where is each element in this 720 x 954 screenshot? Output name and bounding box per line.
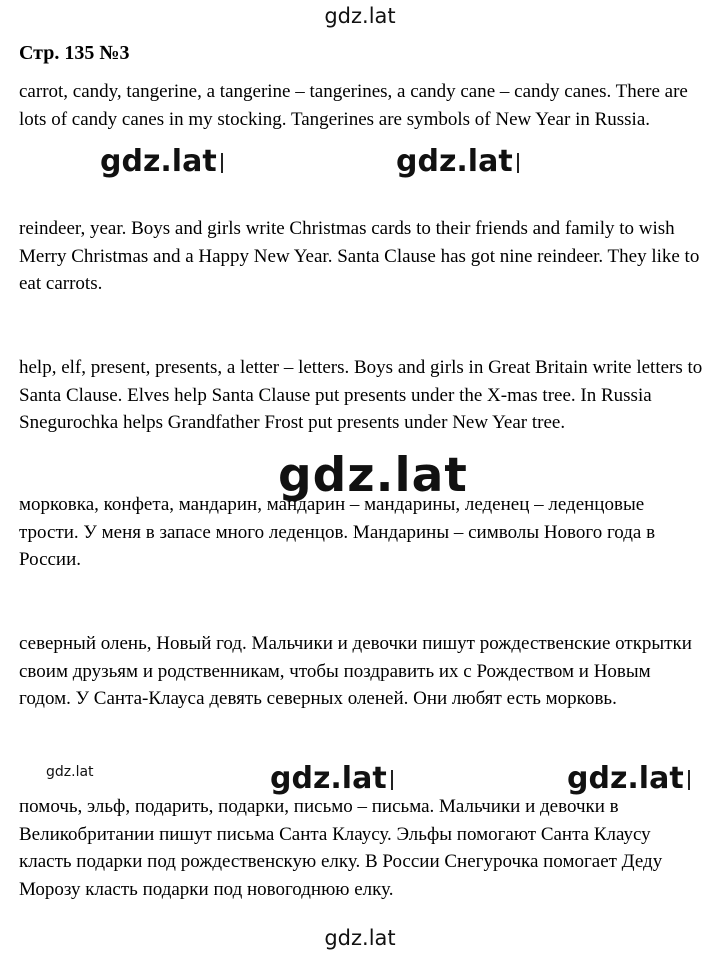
- paragraph-5: северный олень, Новый год. Мальчики и девочки пишут рождественские открытки своим друзьям и родственникам, чтобы поздравить их с Рождеством и Новым годом. У Санта-Клауса девять северных оленей. Они любят есть морковь.: [19, 633, 692, 709]
- paragraph-3: help, elf, present, presents, a letter – letters. Boys and girls in Great Britain write letters to Santa Clause. Elves help Santa Clause put presents under the X-mas tree. In Russia Snegurochka helps Grandfather Frost put presents under New Year tree.: [19, 357, 703, 433]
- watermark-bottom: gdz.lat: [324, 926, 396, 950]
- page-heading: Стр. 135 №3: [19, 42, 130, 64]
- paragraph-4: морковка, конфета, мандарин, мандарин – мандарины, леденец – леденцовые трости. У меня в запасе много леденцов. Мандарины – символы Нового года в России.: [19, 494, 656, 570]
- watermark-small: gdz.lat: [46, 764, 94, 780]
- watermark-1: gdz.lat: [100, 147, 223, 177]
- paragraph-1: carrot, candy, tangerine, a tangerine – tangerines, a candy cane – candy canes. There are lots of candy canes in my stocking. Tangerines are symbols of New Year in Russia.: [19, 81, 688, 130]
- watermark-center: gdz.lat: [278, 448, 468, 503]
- watermark-top: gdz.lat: [324, 4, 396, 28]
- paragraph-6: помочь, эльф, подарить, подарки, письмо – письма. Мальчики и девочки в Великобритании пишут письма Санта Клаусу. Эльфы помогают Санта Клаусу класть подарки под рождественскую елку. В России Снегурочка помогает Деду Морозу класть подарки под новогоднюю елку.: [19, 796, 663, 900]
- watermark-2: gdz.lat: [396, 147, 519, 177]
- watermark-3: gdz.lat: [270, 764, 393, 794]
- watermark-4: gdz.lat: [567, 764, 690, 794]
- paragraph-2: reindeer, year. Boys and girls write Christmas cards to their friends and family to wish Merry Christmas and a Happy New Year. Santa Clause has got nine reindeer. They like to eat carrots.: [19, 218, 700, 294]
